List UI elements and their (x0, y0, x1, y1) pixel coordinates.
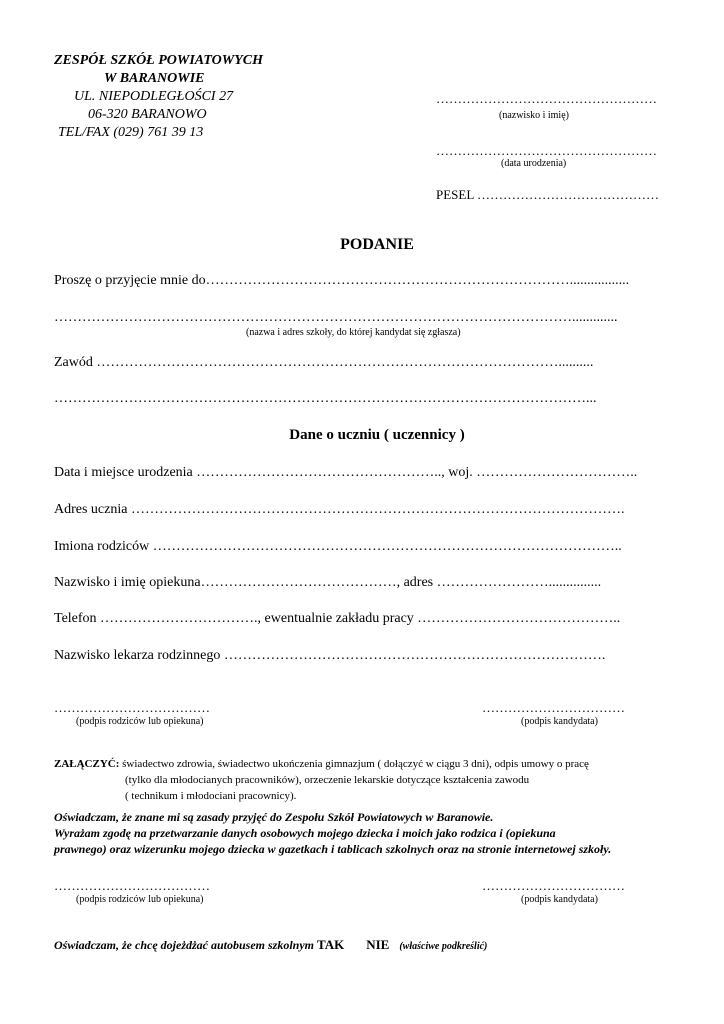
name-field-label: (nazwisko i imię) (499, 110, 569, 121)
phone-field: Telefon ……………………………., ewentualnie zakładu pracy …………………………………….. (54, 611, 621, 626)
page-title: PODANIE (340, 236, 414, 253)
attachments-block (54, 756, 589, 804)
address-field: Adres ucznia ……………………………………………………………………………………………. (54, 502, 625, 517)
guardian-field: Nazwisko i imię opiekuna……………………………………, adres ……………………............... (54, 575, 602, 590)
bus-declaration (54, 937, 487, 953)
school-postcode: 06-320 BARANOWO (88, 107, 207, 122)
bus-option-no: NIE (366, 937, 390, 952)
school-header (54, 52, 263, 142)
doctor-field: Nazwisko lekarza rodzinnego ………………………………………………………………………. (54, 648, 606, 663)
attachments-label: ZAŁĄCZYĆ: (54, 758, 120, 770)
signature-candidate-label-2: (podpis kandydata) (521, 894, 598, 905)
school-request-line: Proszę o przyjęcie mnie do……………………………………………………………………................. (54, 273, 630, 288)
declaration-line-2: Wyrażam zgodę na przetwarzanie danych osobowych mojego dziecka i moich jako rodzica i (opiekuna (54, 826, 556, 840)
school-name: ZESPÓŁ SZKÓŁ POWIATOWYCH (54, 53, 263, 68)
declaration-line-3: prawnego) oraz wizerunku mojego dziecka w gazetkach i tablicach szkolnych oraz na stronie internetowej szkoły. (54, 842, 612, 856)
dob-field-dots: …………………………………………… (436, 143, 657, 158)
birth-field: Data i miejsce urodzenia …………………………………………….., woj. …………………………….. (54, 465, 638, 480)
signature-parent-label: (podpis rodziców lub opiekuna) (76, 716, 204, 727)
signature-parent-label-2: (podpis rodziców lub opiekuna) (76, 894, 204, 905)
signature-parent-dots-2: ……………………………… (54, 878, 210, 893)
school-street: UL. NIEPODLEGŁOŚCI 27 (74, 89, 234, 104)
bus-declaration-text: Oświadczam, że chcę dojeżdżać autobusem szkolnym (54, 938, 317, 952)
signature-candidate-dots-2: …………………………… (482, 878, 625, 893)
dob-field-label: (data urodzenia) (501, 158, 567, 169)
attachments-line-3: ( technikum i młodociani pracownicy). (125, 790, 297, 802)
school-town: W BARANOWIE (104, 71, 205, 86)
parents-field: Imiona rodziców ……………………………………………………………………………………….. (54, 539, 622, 554)
bus-note: (właściwe podkreślić) (399, 941, 488, 952)
section-title: Dane o uczniu ( uczennicy ) (289, 427, 465, 443)
declaration-block (54, 809, 611, 857)
profession-field: Zawód ……………………………………………………………………………………….......... (54, 355, 594, 370)
attachments-line-1: świadectwo zdrowia, świadectwo ukończenia gimnazjum ( dołączyć w ciągu 3 dni), odpis umowy o pracę (119, 758, 589, 770)
declaration-line-1: Oświadczam, że znane mi są zasady przyjęć do Zespołu Szkół Powiatowych w Baranowie. (54, 810, 494, 824)
signature-parent-dots: ……………………………… (54, 700, 210, 715)
bus-option-yes: TAK (317, 937, 345, 952)
attachments-line-2: (tylko dla młodocianych pracowników), orzeczenie lekarskie dotyczące kształcenia zawodu (125, 774, 530, 786)
pesel-field: PESEL …………………………………… (436, 187, 660, 202)
school-request-line-2: …………………………………………………………………………………………………............. (54, 310, 618, 325)
signature-candidate-label: (podpis kandydata) (521, 716, 598, 727)
school-phone: TEL/FAX (029) 761 39 13 (58, 125, 204, 140)
name-field-dots: …………………………………………… (436, 91, 657, 106)
profession-field-2: ……………………………………………………………………………………………………... (54, 391, 597, 406)
school-request-label: (nazwa i adres szkoły, do której kandydat się zgłasza) (246, 327, 461, 338)
signature-candidate-dots: …………………………… (482, 700, 625, 715)
